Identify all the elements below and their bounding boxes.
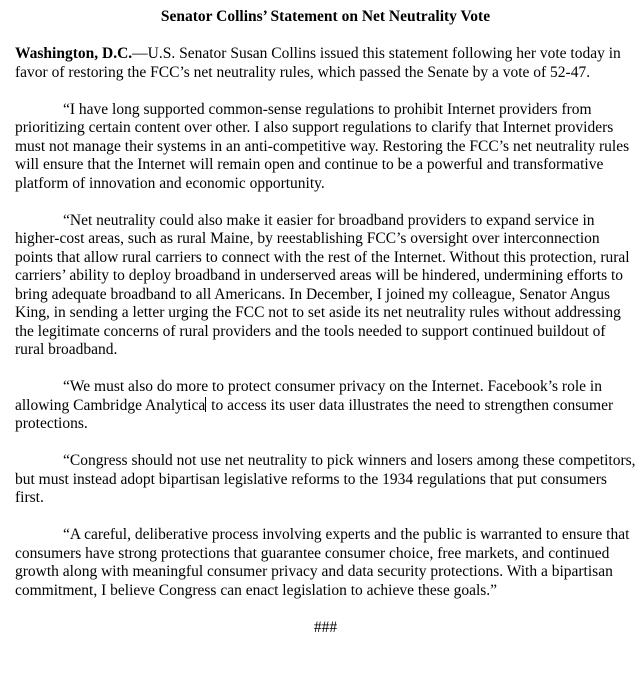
intro-paragraph[interactable]	[15, 45, 636, 82]
quote-paragraph-1[interactable]: “I have long supported common-sense regulations to prohibit Internet providers from prioritizing certain content over other. I also support regulations to clarify that Internet providers must not manage their systems in an anti-competitive way. Restoring the FCC’s net neutrality rules will ensure that the Internet will remain open and continue to be a powerful and transformative platform of innovation and economic opportunity.	[15, 100, 630, 192]
privacy-text-after-cursor: to access its user data illustrates the need to strengthen consumer protections.	[15, 396, 614, 432]
quote-paragraph-4[interactable]: “A careful, deliberative process involving experts and the public is warranted to ensure that consumers have strong protections that guarantee consumer choice, free markets, and continued growth along with meaningful consumer privacy and data security protections. With a bipartisan commitment, I believe Congress can enact legislation to achieve these goals.”	[15, 526, 630, 599]
privacy-text-before-cursor: “We must also do more to protect consumer privacy on the Internet. Facebook’s role in allowing Cambridge Analytica	[15, 378, 602, 414]
document-title: Senator Collins’ Statement on Net Neutrality Vote	[160, 8, 491, 25]
quote-paragraph-privacy[interactable]	[15, 378, 636, 434]
dateline: Washington, D.C.	[15, 45, 133, 62]
end-mark: ###	[313, 618, 338, 636]
quote-paragraph-2[interactable]: “Net neutrality could also make it easier for broadband providers to expand service in higher-cost areas, such as rural Maine, by reestablishing FCC’s oversight over interconnection points that allow rural carriers to connect with the rest of the Internet. Without this protection, rural carriers’ ability to deploy broadband in underserved areas will be hindered, undermining efforts to bring adequate broadband to all Americans. In December, I joined my colleague, Senator Angus King, in sending a letter urging the FCC not to set aside its net neutrality rules without addressing the legitimate concerns of rural providers and the tools needed to support continued buildout of rural broadband.	[15, 211, 630, 358]
quote-paragraph-3[interactable]: “Congress should not use net neutrality to pick winners and losers among these competitors, but must instead adopt bipartisan legislative reforms to the 1934 regulations that put consumers first.	[15, 452, 636, 506]
intro-text: —U.S. Senator Susan Collins issued this statement following her vote today in favor of restoring the FCC’s net neutrality rules, which passed the Senate by a vote of 52-47.	[15, 45, 621, 81]
